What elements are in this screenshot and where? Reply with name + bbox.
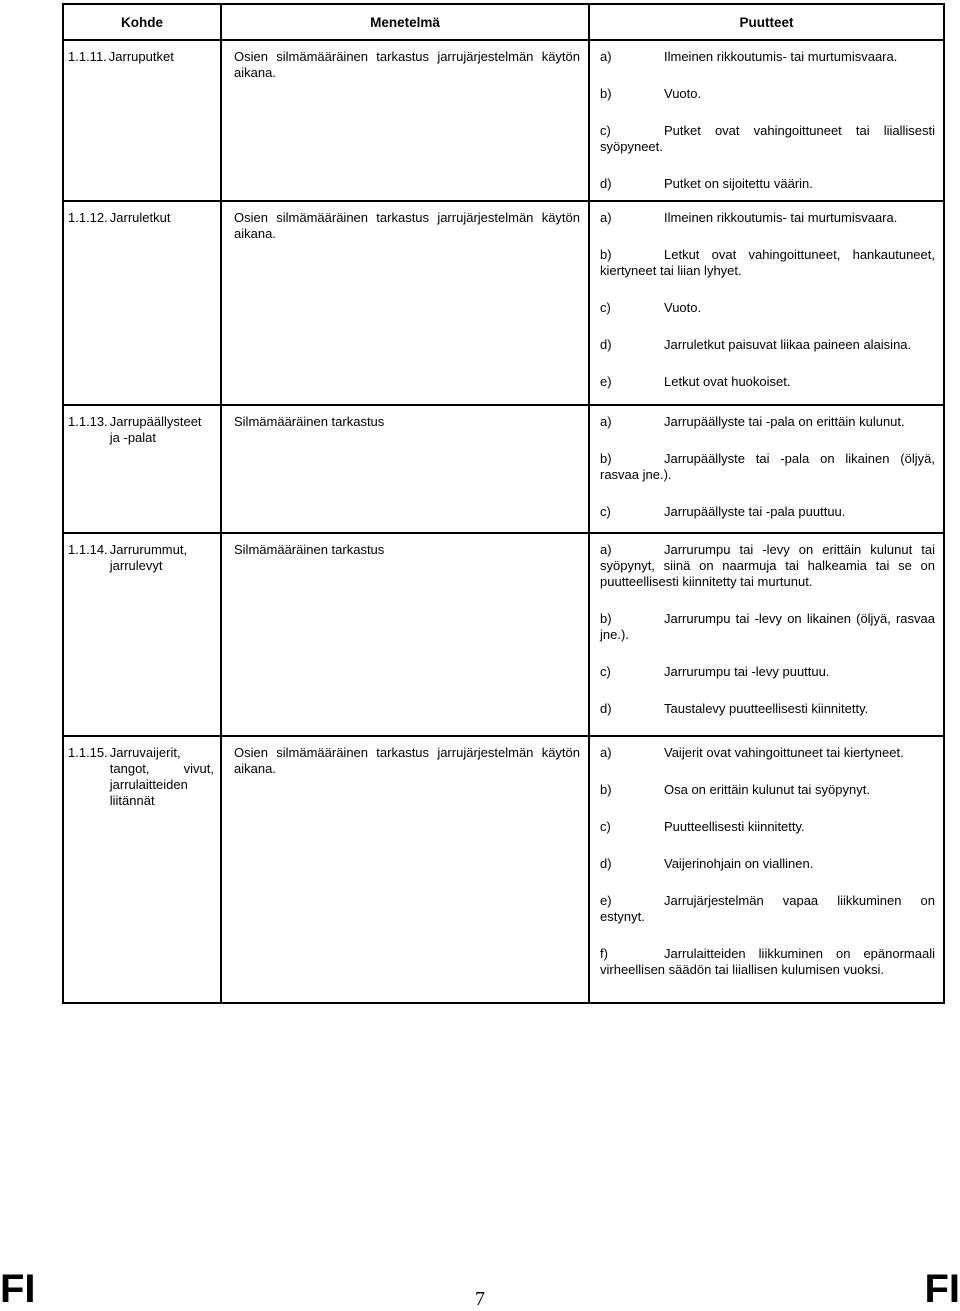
method-text: Osien silmämääräinen tarkastus jarrujärjestelmän käytön aikana. — [234, 49, 580, 80]
defect-text: Vuoto. — [664, 86, 702, 101]
defect-text: Puutteellisesti kiinnitetty. — [664, 819, 805, 834]
header-kohde: Kohde — [63, 4, 221, 40]
defect-text: Jarrurumpu tai -levy on erittäin kulunut tai syöpynyt, siinä on naarmuja tai halkeamia tai se on puutteellisesti kiinnitetty tai murtunut. — [600, 542, 935, 589]
kohde-cell — [63, 40, 221, 201]
item-number: 1.1.15. — [68, 745, 108, 760]
inspection-table — [62, 3, 945, 1004]
defect-label: d) — [600, 176, 612, 191]
table-row — [63, 201, 944, 405]
kohde-cell — [63, 533, 221, 736]
defect-item — [600, 49, 935, 65]
defect-text: Jarrurumpu tai -levy puuttuu. — [664, 664, 830, 679]
menetelma-cell — [221, 40, 589, 201]
kohde-content — [64, 202, 220, 226]
defect-item — [600, 701, 935, 717]
defect-text: Letkut ovat vahingoittuneet, hankautuneet, kiertyneet tai liian lyhyet. — [600, 247, 935, 278]
menetelma-cell — [221, 201, 589, 405]
kohde-content — [64, 41, 220, 65]
menetelma-cell — [221, 533, 589, 736]
defect-text: Letkut ovat huokoiset. — [664, 374, 791, 389]
defect-label: c) — [600, 819, 611, 834]
table-body — [63, 40, 944, 1003]
table-header — [63, 4, 944, 40]
defect-item — [600, 893, 935, 925]
item-name: Jarruletkut — [109, 210, 171, 225]
defect-item — [600, 745, 935, 761]
defect-item — [600, 86, 935, 102]
kohde-content — [64, 737, 220, 809]
item-name: Jarrurummut, jarrulevyt — [109, 542, 188, 573]
defect-label: a) — [600, 542, 612, 557]
method-text: Silmämääräinen tarkastus — [234, 414, 385, 429]
defect-text: Vaijerinohjain on viallinen. — [664, 856, 814, 871]
defect-item — [600, 374, 935, 390]
table-row — [63, 736, 944, 1003]
defect-label: c) — [600, 504, 611, 519]
defect-item — [600, 123, 935, 155]
defect-label: c) — [600, 664, 611, 679]
defect-text: Jarruletkut paisuvat liikaa paineen alaisina. — [664, 337, 912, 352]
item-number: 1.1.13. — [68, 414, 108, 429]
defect-list — [590, 534, 943, 735]
footer-language-code-right: FI — [924, 1267, 960, 1311]
defect-label: f) — [600, 946, 608, 961]
kohde-content — [64, 534, 220, 574]
defect-label: b) — [600, 86, 612, 101]
defect-text: Taustalevy puutteellisesti kiinnitetty. — [664, 701, 869, 716]
kohde-cell — [63, 405, 221, 533]
puutteet-cell — [589, 201, 944, 405]
item-name: Jarruputket — [108, 49, 174, 64]
method-text: Osien silmämääräinen tarkastus jarrujärjestelmän käytön aikana. — [234, 745, 580, 776]
footer-language-code-left: FI — [0, 1267, 36, 1311]
defect-item — [600, 414, 935, 430]
table-row — [63, 40, 944, 201]
defect-label: b) — [600, 782, 612, 797]
defect-text: Jarrupäällyste tai -pala on erittäin kulunut. — [664, 414, 905, 429]
defect-item — [600, 856, 935, 872]
defect-text: Jarrulaitteiden liikkuminen on epänormaali virheellisen säädön tai liiallisen kulumisen vuoksi. — [600, 946, 935, 977]
table-row — [63, 405, 944, 533]
menetelma-cell — [221, 736, 589, 1003]
defect-item — [600, 247, 935, 279]
defect-list — [590, 406, 943, 532]
defect-list — [590, 202, 943, 404]
item-name: Jarrupäällysteet ja -palat — [109, 414, 202, 445]
defect-item — [600, 819, 935, 835]
defect-item — [600, 611, 935, 643]
defect-text: Ilmeinen rikkoutumis- tai murtumisvaara. — [664, 210, 898, 225]
defect-label: b) — [600, 247, 612, 262]
defect-text: Jarrurumpu tai -levy on likainen (öljyä, rasvaa jne.). — [600, 611, 935, 642]
defect-label: a) — [600, 210, 612, 225]
defect-item — [600, 176, 935, 192]
defect-item — [600, 946, 935, 978]
defect-label: c) — [600, 300, 611, 315]
method-text: Osien silmämääräinen tarkastus jarrujärjestelmän käytön aikana. — [234, 210, 580, 241]
defect-item — [600, 542, 935, 590]
defect-text: Vaijerit ovat vahingoittuneet tai kiertyneet. — [664, 745, 904, 760]
defect-item — [600, 451, 935, 483]
defect-label: d) — [600, 701, 612, 716]
defect-label: a) — [600, 414, 612, 429]
puutteet-cell — [589, 533, 944, 736]
header-puutteet: Puutteet — [589, 4, 944, 40]
puutteet-cell — [589, 736, 944, 1003]
defect-label: e) — [600, 893, 612, 908]
defect-label: d) — [600, 856, 612, 871]
method-text: Silmämääräinen tarkastus — [234, 542, 385, 557]
item-name: Jarruvaijerit, tangot, vivut, jarrulaitteiden liitännät — [109, 745, 214, 808]
defect-label: b) — [600, 451, 612, 466]
defect-label: d) — [600, 337, 612, 352]
defect-text: Jarrupäällyste tai -pala puuttuu. — [664, 504, 846, 519]
defect-label: a) — [600, 49, 612, 64]
defect-text: Jarrujärjestelmän vapaa liikkuminen on estynyt. — [600, 893, 935, 924]
defect-label: c) — [600, 123, 611, 138]
item-number: 1.1.14. — [68, 542, 108, 557]
item-number: 1.1.12. — [68, 210, 108, 225]
puutteet-cell — [589, 405, 944, 533]
kohde-content — [64, 406, 220, 446]
defect-text: Putket on sijoitettu väärin. — [664, 176, 813, 191]
defect-list — [590, 41, 943, 200]
defect-text: Putket ovat vahingoittuneet tai liiallisesti syöpyneet. — [600, 123, 935, 154]
kohde-cell — [63, 736, 221, 1003]
menetelma-cell — [221, 405, 589, 533]
puutteet-cell — [589, 40, 944, 201]
defect-item — [600, 337, 935, 353]
defect-label: a) — [600, 745, 612, 760]
defect-text: Vuoto. — [664, 300, 702, 315]
item-number: 1.1.11. — [68, 49, 107, 64]
defect-item — [600, 300, 935, 316]
defect-label: e) — [600, 374, 612, 389]
kohde-cell — [63, 201, 221, 405]
defect-item — [600, 210, 935, 226]
defect-item — [600, 664, 935, 680]
defect-text: Osa on erittäin kulunut tai syöpynyt. — [664, 782, 870, 797]
defect-item — [600, 782, 935, 798]
table-row — [63, 533, 944, 736]
defect-text: Jarrupäällyste tai -pala on likainen (öljyä, rasvaa jne.). — [600, 451, 935, 482]
page-number: 7 — [475, 1288, 485, 1310]
defect-text: Ilmeinen rikkoutumis- tai murtumisvaara. — [664, 49, 898, 64]
defect-list — [590, 737, 943, 1002]
defect-item — [600, 504, 935, 520]
header-menetelma: Menetelmä — [221, 4, 589, 40]
defect-label: b) — [600, 611, 612, 626]
